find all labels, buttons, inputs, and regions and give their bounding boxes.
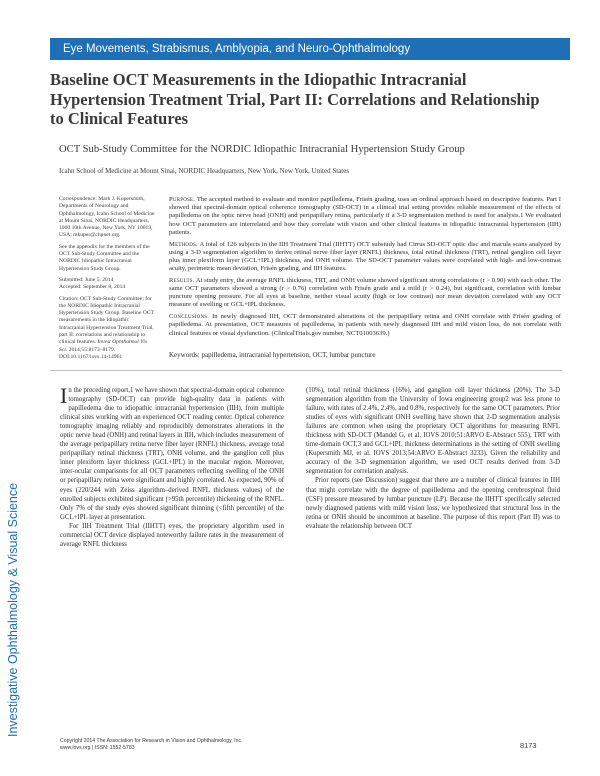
appendix-note: See the appendix for the members of the OCT Sub-Study Committee and the NORDIC Idiopathic Intracranial Hypertension Study Group. <box>59 243 150 272</box>
section-banner: Eye Movements, Strabismus, Amblyopia, and Neuro-Ophthalmology <box>50 38 570 60</box>
keywords: Keywords: papilledema, intracranial hypertension, OCT, lumbar puncture <box>169 351 376 359</box>
intro-text-1: n the preceding report,1 we have shown that spectral-domain optical coherence tomography (SD-OCT) can provide high-quality data in patients with papilledema due to idiopathic intracranial hypertension (IIH), from multiple clinical sites working with an experienced OCT reading center. Optical coherence tomography imaging reliably and reproducibly demonstrates alterations in the optic nerve head (ONH) and retinal layers in IIH, which includes measurement of the average peripapillary retina nerve fiber layer (RNFL) thickness, average total peripapillary retinal thickness (TRT), ONH volume, and the ganglion cell plus inner plexiform layer thickness (GCL+IPL) in the macular region. Moreover, inter-ocular comparisons for all OCT parameters reflecting swelling of the ONH or peripapillary retina were significant and highly correlated. As expected, 90% of eyes (220/244 with Zeiss algorithm–derived RNFL thickness values) of the enrolled subjects exhibited significant (>95th percentile) thickening of the RNFL. Only 7% of the study eyes showed significant thinning (<fifth percentile) of the GCL+IPL layer at presentation. <box>60 387 284 521</box>
footer <box>60 738 360 752</box>
results-label: Results. <box>169 276 195 284</box>
abstract <box>169 196 561 341</box>
body-column-right <box>306 386 560 531</box>
citation-journal: Invest Ophthalmol Vis Sci. <box>59 339 147 353</box>
purpose-label: Purpose. <box>169 196 196 203</box>
copyright: Copyright 2014 The Association for Research in Vision and Ophthalmology, Inc. <box>60 738 243 744</box>
methods-text: A total of 126 subjects in the IIH Treatment Trial (IIHTT) OCT substudy had Cirrus SD-OCT optic disc and macula scans analyzed by using a 3-D segmentation algorithm to derive retinal nerve fiber layer (RNFL) thickness, total retinal thickness (TRT), retinal ganglion cell layer plus inner plexiform layer (GCL+IPL) thickness, and ONH volume. The SD-OCT parameter values were correlated with high- and low-contrast acuity, perimetric mean deviation, Frisén grading, and IIH features. <box>169 240 561 273</box>
authors: OCT Sub-Study Committee for the NORDIC Idiopathic Intracranial Hypertension Study Group <box>59 144 465 155</box>
article-info-sidebar <box>59 196 156 365</box>
results-text: At study entry, the average RNFL thickness, TRT, and ONH volume showed significant strong correlations (r > 0.90) with each other. The same OCT parameters showed a strong (r > 0.76) correlation with Frisén grade and a mild (r > 0.24), but significant, correlation with lumbar puncture opening pressure. For all eyes at baseline, neither visual acuity (high or low contrast) nor mean deviation correlated with any OCT measure of swelling or GCL+IPL thickness. <box>169 276 561 309</box>
methods-label: Methods. <box>169 240 198 248</box>
abstract-methods <box>169 241 561 274</box>
accepted-date: Accepted: September 8, 2014 <box>59 284 126 291</box>
abstract-results <box>169 277 561 310</box>
url-issn: www.iovs.org | ISSN: 1552-5783 <box>60 745 135 751</box>
intro-paragraph-2: For IIH Treatment Trial (IIHTT) eyes, the proprietary algorithm used in commercial OCT device displayed noteworthy failure rates in the measurement of average RNFL thickness <box>60 522 284 548</box>
affiliation: Icahn School of Medicine at Mount Sinai, NORDIC Headquarters, New York, New York, United States <box>59 167 350 175</box>
purpose-text: The accepted method to evaluate and monitor papilledema, Frisén grading, uses an ordinal approach based on descriptive features. Part I showed that spectral-domain optical coherence tomography (SD-OCT) in a clinical trial setting provides reliable measurement of the effects of papilledema on the optic nerve head (ONH) and peripapillary retina, particularly if a 3-D segmentation method is used for analysis.1 We evaluated how OCT parameters are interrelated and how they correlate with vision and other clinical features in idiopathic intracranial hypertension (IIH) patients. <box>169 196 561 236</box>
abstract-conclusions <box>169 313 561 338</box>
journal-side-title: Investigative Ophthalmology & Visual Science <box>6 482 20 737</box>
submitted-date: Submitted: June 5, 2014 <box>59 276 114 283</box>
citation-text: Citation: OCT Sub-Study Committee; for the NORDIC Idiopathic Intracranial Hypertension Study Group. Baseline OCT measurements in the Idiopathic Intracranial Hypertension Treatment Trial, part II: correlations and relationship to clinical features. <box>59 295 154 346</box>
section-divider <box>50 370 562 371</box>
citation <box>59 296 156 362</box>
intro-paragraph-1 <box>60 383 284 522</box>
abstract-purpose <box>169 196 561 237</box>
citation-tail: 2014;55:8173–8179. DOI:10.1167/iovs.14-14961 <box>59 346 123 360</box>
article-title: Baseline OCT Measurements in the Idiopathic Intracranial Hypertension Treatment Trial, Part II: Correlations and Relationship to Clinical Features <box>50 70 540 128</box>
page-number: 8173 <box>520 741 537 750</box>
body-paragraph-3: (10%), total retinal thickness (16%), and ganglion cell layer thickness (20%). The 3-D segmentation algorithm from the University of Iowa engineering group2 was less prone to failure, with rates of 2.4%, 2.4%, and 0.8%, respectively for the same OCT parameters. Prior studies of eyes with significant ONH swelling have shown that 2-D segmentation analysis failures are common when using the proprietary OCT algorithms for measuring RNFL thickness with SD-OCT (Mandel G, et al. IOVS 2010;51:ARVO E-Abstract 555), TRT with time-domain OCT,3 and GCL+IPL thickness determinations in the setting of ONH swelling (Kupersmith MJ, et al. IOVS 2013;54:ARVO E-Abstract 3233). Given the reliability and accuracy of the 3-D segmentation algorithm, we used OCT results derived from 3-D segmentation for correlation analysis. <box>306 387 560 476</box>
body-column-left <box>60 383 284 549</box>
conclusions-label: Conclusions. <box>169 313 210 321</box>
body-paragraph-4: Prior reports (see Discussion) suggest that there are a number of clinical features in IIH that might correlate with the degree of papilledema and the opening cerebrospinal fluid (CSF) pressure measured by lumbar puncture (LP). Because the IIHTT specifically selected newly diagnosed patients with mild vision loss, we hypothesized that structural loss in the retina or ONH should be uncommon at baseline. The purpose of this report (Part II) was to evaluate the relationship between OCT <box>306 477 560 530</box>
drop-cap: I <box>60 383 68 408</box>
correspondence: Correspondence: Mark J. Kupersmith, Departments of Neurology and Ophthalmology, Icahn School of Medicine at Mount Sinai, NORDIC Headquarters, 1000 10th Avenue, New York, NY 10019, USA; mkuper@chpnet.org. <box>59 196 155 239</box>
conclusions-text: In newly diagnosed IIH, OCT demonstrated alterations of the peripapillary retina and ONH correlate with Frisén grading of papilledema. At presentation, OCT measures of papilledema, in patients with newly diagnosed IIH and mild vision loss, do not correlate with clinical features or visual dysfunction. (ClinicalTrials.gov number, NCT01003639.) <box>169 313 561 337</box>
